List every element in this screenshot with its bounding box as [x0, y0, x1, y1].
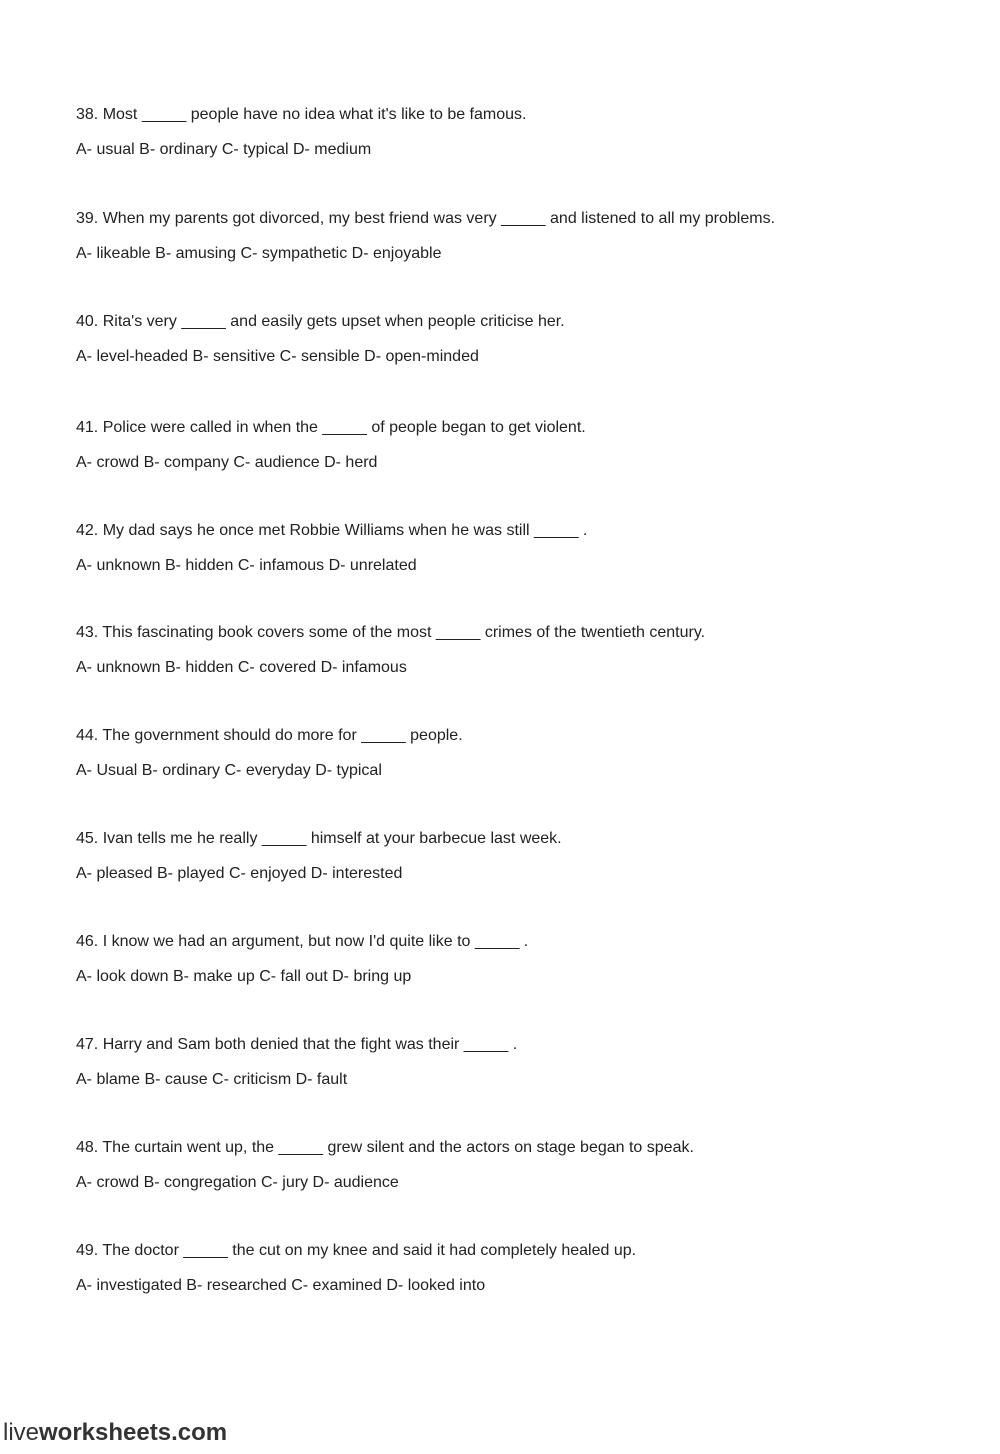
question-number: 48. — [76, 1139, 99, 1156]
question-text — [76, 623, 705, 643]
answer-options: A- pleased B- played C- enjoyed D- interested — [76, 865, 403, 882]
brand-suffix: .com — [171, 1419, 228, 1446]
question-text — [76, 1138, 694, 1158]
question-stem: I know we had an argument, but now I'd quite like to _____ . — [102, 933, 529, 950]
question-text — [76, 521, 587, 541]
question-stem: Ivan tells me he really _____ himself at your barbecue last week. — [102, 830, 562, 847]
question-stem: My dad says he once met Robbie Williams when he was still _____ . — [102, 522, 588, 539]
question-stem: The curtain went up, the _____ grew silent and the actors on stage began to speak. — [102, 1139, 694, 1156]
question-stem: When my parents got divorced, my best friend was very _____ and listened to all my problems. — [102, 210, 776, 227]
question-stem: The doctor _____ the cut on my knee and said it had completely healed up. — [102, 1242, 637, 1259]
question-number: 41. — [76, 419, 99, 436]
answer-options: A- crowd B- congregation C- jury D- audience — [76, 1174, 399, 1191]
question-stem: Rita's very _____ and easily gets upset when people criticise her. — [102, 313, 565, 330]
brand-light: live — [3, 1419, 40, 1446]
answer-options: A- level-headed B- sensitive C- sensible D- open-minded — [76, 348, 479, 365]
answer-options: A- usual B- ordinary C- typical D- medium — [76, 141, 372, 158]
question-number: 43. — [76, 624, 99, 641]
question-number: 44. — [76, 727, 99, 744]
question-number: 45. — [76, 830, 99, 847]
answer-options: A- Usual B- ordinary C- everyday D- typical — [76, 762, 382, 779]
question-text — [76, 105, 526, 125]
question-stem: Harry and Sam both denied that the fight was their _____ . — [102, 1036, 518, 1053]
question-stem: This fascinating book covers some of the most _____ crimes of the twentieth century. — [102, 624, 706, 641]
question-number: 42. — [76, 522, 99, 539]
question-number: 40. — [76, 313, 99, 330]
question-number: 47. — [76, 1036, 99, 1053]
question-number: 46. — [76, 933, 99, 950]
question-stem: Most _____ people have no idea what it's like to be famous. — [102, 106, 527, 123]
question-number: 38. — [76, 106, 99, 123]
answer-options: A- look down B- make up C- fall out D- bring up — [76, 968, 412, 985]
question-text — [76, 726, 463, 746]
question-number: 39. — [76, 210, 99, 227]
answer-options: A- blame B- cause C- criticism D- fault — [76, 1071, 348, 1088]
question-text — [76, 312, 565, 332]
liveworksheets-logo[interactable] — [3, 1418, 227, 1448]
question-text — [76, 829, 562, 849]
question-text — [76, 209, 775, 229]
question-text — [76, 932, 528, 952]
question-text — [76, 418, 586, 438]
answer-options: A- crowd B- company C- audience D- herd — [76, 454, 378, 471]
question-stem: The government should do more for _____ people. — [102, 727, 463, 744]
question-text — [76, 1035, 517, 1055]
answer-options: A- unknown B- hidden C- infamous D- unrelated — [76, 557, 417, 574]
answer-options: A- investigated B- researched C- examined D- looked into — [76, 1277, 486, 1294]
question-number: 49. — [76, 1242, 99, 1259]
question-text — [76, 1241, 636, 1261]
brand-bold: worksheets — [39, 1419, 172, 1446]
question-stem: Police were called in when the _____ of people began to get violent. — [102, 419, 586, 436]
answer-options: A- likeable B- amusing C- sympathetic D- enjoyable — [76, 245, 442, 262]
answer-options: A- unknown B- hidden C- covered D- infamous — [76, 659, 407, 676]
